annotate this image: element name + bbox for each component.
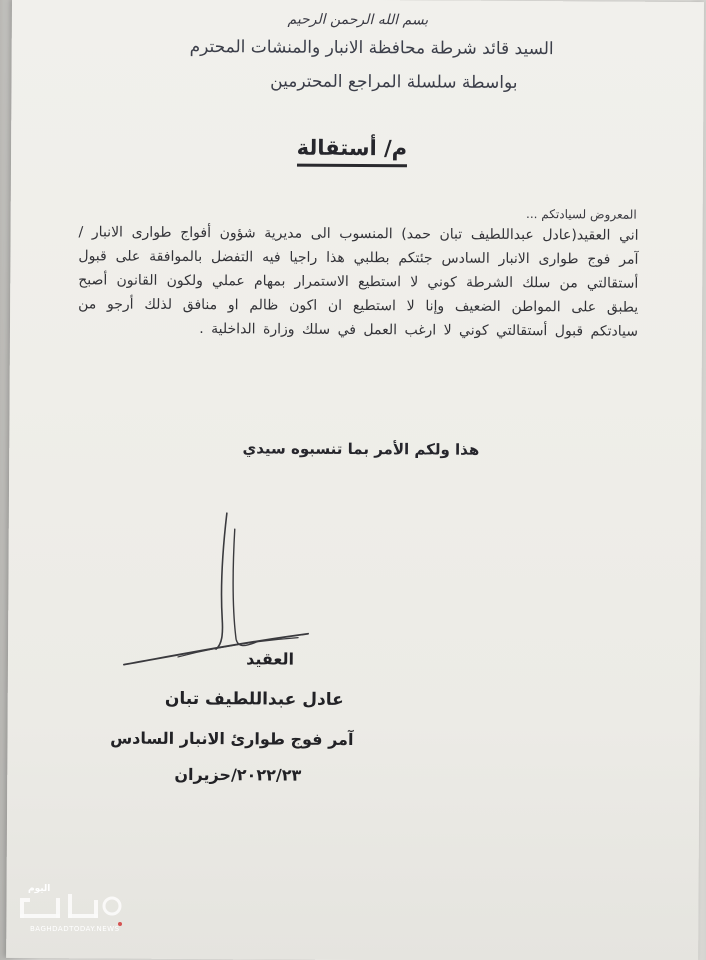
signatory-rank: العقيد [246, 649, 295, 669]
letter-body: اني العقيد(عادل عبداللطيف تبان حمد) المنسوب الى مديرية شؤون أفواج طوارى الانبار / آمر فوج طوارى الانبار السادس جئتكم بطلبي هذا راجيا فيه التفضل بالموافقة على قبول أستقالتي من سلك الشرطة كوني لا استطيع الاستمرار بمهام عملي ولكون القانون أصبح يطبق على المواطن الضعيف وإنا لا استطيع ان اكون ظالم او منافق لذلك أرجو من سيادتكم قبول أستقالتي كوني لا ارغب العمل في سلك وزارة الداخلية . [78, 224, 639, 340]
letter-page [6, 0, 704, 960]
signatory-name: عادل عبداللطيف تبان [164, 688, 344, 710]
greeting-line: المعروض لسيادتكم ... [525, 207, 637, 222]
watermark-arabic-label: اليوم [28, 884, 51, 894]
letter-date: ٢٠٢٢/٢٣/حزيران [174, 764, 302, 785]
handwritten-signature [118, 509, 339, 680]
signatory-title: آمر فوج طوارئ الانبار السادس [110, 728, 354, 749]
recipient-line: السيد قائد شرطة محافظة الانبار والمنشات المحترم [189, 36, 554, 60]
letter-subject: م/ أستقالة [297, 136, 408, 168]
closing-line: هذا ولكم الأمر بما تنسبوه سيدي [242, 439, 480, 459]
basmala-header: بسم الله الرحمن الرحيم [287, 11, 429, 29]
via-line: بواسطة سلسلة المراجع المحترمين [270, 71, 518, 93]
watermark-url: BAGHDADTODAY.NEWS [30, 925, 120, 933]
